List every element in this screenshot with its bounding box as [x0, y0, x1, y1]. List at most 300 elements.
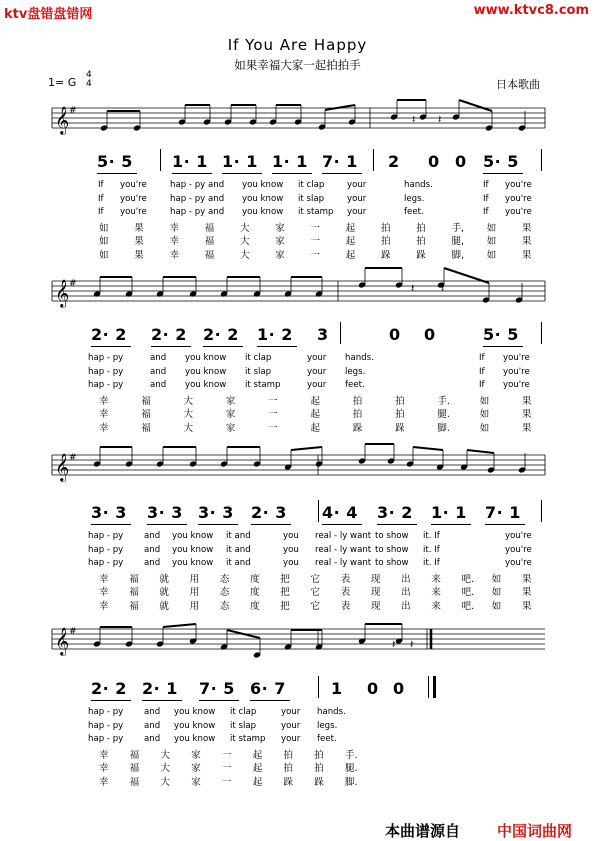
lyric-chinese: 用 [189, 600, 200, 612]
lyric-english: it clap [298, 180, 325, 190]
lyric-english: your [347, 207, 367, 217]
lyric-chinese: 腿. [345, 763, 358, 775]
lyric-english: your [281, 734, 301, 744]
lyric-chinese: 一 [268, 422, 278, 434]
eighth-underline [172, 173, 212, 174]
eighth-underline [322, 173, 362, 174]
lyric-chinese: 拍 [381, 236, 391, 248]
lyric-chinese: 果 [522, 249, 532, 261]
lyric-chinese: 如 [479, 422, 490, 434]
lyric-english: you know [174, 720, 216, 731]
lyric-english: hands. [317, 707, 346, 717]
rest-icon: 𝄽 [411, 282, 415, 295]
jianpu-note: 3· 3 [198, 503, 234, 522]
lyric-chinese: 果 [522, 600, 532, 612]
lyric-english: If [479, 353, 485, 363]
lyric-english: it. If [423, 544, 440, 555]
lyric-chinese: 果 [522, 409, 532, 421]
lyric-chinese: 果 [522, 236, 532, 248]
lyric-chinese: 拍 [395, 396, 405, 407]
lyric-chinese: 果 [522, 396, 532, 407]
lyric-chinese: 就 [159, 587, 169, 599]
lyric-english: and [144, 734, 161, 744]
jianpu-note: 2· 2 [91, 325, 127, 344]
lyric-chinese: 福 [204, 249, 215, 261]
jianpu-note: 2· 3 [251, 503, 287, 522]
lyric-english: legs. [317, 720, 338, 731]
lyric-chinese: 幸 [99, 396, 109, 407]
lyric-chinese: 态 [219, 600, 230, 612]
lyric-chinese: 用 [189, 587, 200, 599]
lyric-chinese: 如 [486, 249, 497, 261]
lyric-chinese: 跺 [283, 776, 294, 788]
lyric-chinese: 度 [250, 587, 260, 599]
lyric-english: If [98, 180, 104, 190]
note-beam [325, 105, 355, 110]
lyric-english: hap - py [88, 734, 124, 744]
lyric-chinese: 一 [222, 776, 232, 788]
lyric-chinese: 它 [310, 587, 321, 599]
lyric-chinese: 表 [340, 587, 351, 599]
lyric-chinese: 幸 [99, 587, 109, 599]
lyric-english: it slap [298, 193, 325, 204]
lyric-chinese: 幸 [169, 236, 180, 248]
treble-clef-icon: 𝄞 [55, 279, 70, 307]
lyric-chinese: 大 [183, 396, 194, 407]
lyric-english: you're [505, 558, 532, 568]
lyric-chinese: 拍 [283, 750, 294, 761]
jianpu-note: 3· 3 [147, 503, 183, 522]
lyric-chinese: 脚. [437, 422, 450, 434]
lyric-chinese: 拍 [395, 409, 405, 421]
lyric-chinese: 起 [310, 422, 321, 434]
jianpu-note: 5· 5 [483, 152, 519, 171]
lyric-english: your [307, 353, 327, 363]
lyric-chinese: 福 [141, 422, 151, 434]
footer-site-name[interactable]: 中国词曲网 [497, 822, 573, 840]
eighth-underline [322, 524, 362, 525]
lyric-chinese: 家 [275, 236, 285, 248]
lyric-english: and [144, 720, 161, 731]
lyric-english: it. If [423, 558, 440, 568]
lyric-chinese: 就 [159, 600, 169, 612]
lyric-chinese: 态 [219, 574, 230, 585]
lyric-chinese: 吧. [461, 600, 475, 612]
eighth-underline [377, 524, 417, 525]
lyric-chinese: 它 [310, 574, 321, 585]
lyric-english: hap - py [88, 558, 124, 568]
lyric-chinese: 手. [345, 750, 358, 761]
treble-clef-icon: 𝄞 [55, 627, 70, 655]
lyric-chinese: 拍 [416, 236, 426, 248]
lyric-chinese: 如 [486, 223, 497, 234]
jianpu-note: 1· 1 [222, 152, 258, 171]
jianpu-note: 0 [424, 325, 436, 344]
lyric-english: and [144, 531, 161, 541]
note-beam [163, 624, 196, 627]
lyric-english: you're [505, 180, 532, 190]
lyric-chinese: 拍 [314, 750, 324, 761]
jianpu-note: 0 [393, 679, 405, 698]
lyric-chinese: 福 [129, 600, 139, 612]
jianpu-note: 5· 5 [97, 152, 133, 171]
lyric-chinese: 家 [191, 776, 201, 788]
lyric-chinese: 家 [225, 396, 236, 407]
lyric-chinese: 拍 [381, 223, 391, 234]
eighth-underline [257, 346, 297, 347]
lyric-english: your [347, 193, 367, 204]
lyric-chinese: 吧. [461, 574, 475, 585]
jianpu-note: 2· 1 [142, 679, 178, 698]
lyric-english: If [483, 207, 489, 217]
lyric-chinese: 它 [310, 600, 321, 612]
jianpu-note: 4· 4 [322, 503, 358, 522]
lyric-english: it stamp [298, 207, 334, 217]
lyric-english: and [144, 544, 161, 555]
lyric-chinese: 福 [129, 776, 140, 788]
lyric-english: hap - py and [170, 180, 225, 190]
lyric-chinese: 幸 [169, 223, 180, 234]
rest-icon: 𝄽 [410, 638, 414, 651]
lyric-english: you know [185, 353, 227, 363]
lyric-english: legs. [345, 366, 366, 377]
lyric-chinese: 福 [141, 409, 151, 421]
lyric-chinese: 度 [250, 600, 260, 612]
lyric-chinese: 大 [183, 409, 194, 421]
eighth-underline [431, 524, 471, 525]
lyric-english: to show [375, 531, 409, 541]
jianpu-note: 6· 7 [250, 679, 286, 698]
lyric-chinese: 起 [252, 750, 263, 761]
jianpu-note: 7· 1 [322, 152, 358, 171]
lyric-chinese: 跺 [395, 422, 405, 434]
sharp-icon: # [69, 453, 77, 463]
lyric-english: your [347, 180, 367, 190]
lyric-english: you're [503, 353, 530, 363]
lyric-chinese: 福 [204, 223, 215, 234]
lyric-chinese: 现 [370, 600, 381, 612]
jianpu-note: 2· 2 [203, 325, 239, 344]
lyric-chinese: 出 [401, 587, 411, 599]
lyric-chinese: 出 [401, 600, 411, 612]
lyric-english: it stamp [245, 380, 281, 390]
lyric-chinese: 一 [310, 249, 321, 261]
lyric-chinese: 果 [522, 422, 532, 434]
lyric-english: it clap [230, 707, 257, 717]
number-barline [541, 500, 542, 522]
number-barline [541, 322, 542, 344]
eighth-underline [97, 173, 137, 174]
lyric-english: you know [172, 544, 214, 555]
lyric-english: you [283, 544, 299, 555]
lyric-chinese: 起 [252, 776, 263, 788]
lyric-chinese: 一 [222, 763, 232, 775]
lyric-chinese: 腿, [451, 236, 465, 248]
eighth-underline [483, 346, 523, 347]
eighth-underline [198, 524, 238, 525]
sharp-icon: # [69, 106, 77, 116]
jianpu-note: 3 [317, 325, 329, 344]
jianpu-note: 7· 1 [485, 503, 521, 522]
lyric-english: it clap [245, 353, 272, 363]
lyric-english: your [281, 707, 301, 717]
lyric-english: and [144, 558, 161, 568]
lyric-english: hap - py [88, 366, 124, 377]
lyric-english: hap - py [88, 544, 124, 555]
eighth-underline [91, 524, 131, 525]
time-sig-top: 4 [86, 70, 92, 80]
lyric-chinese: 来 [431, 600, 441, 612]
lyric-chinese: 大 [240, 223, 250, 234]
lyric-chinese: 幸 [99, 409, 109, 421]
lyric-chinese: 如 [491, 574, 502, 585]
lyric-english: and [144, 707, 161, 717]
lyric-chinese: 起 [310, 396, 321, 407]
sharp-icon: # [69, 627, 77, 637]
rest-icon: 𝄽 [392, 638, 396, 651]
lyric-english: hap - py [88, 353, 124, 363]
lyric-english: hands. [404, 180, 433, 190]
lyric-chinese: 福 [141, 396, 151, 407]
lyric-chinese: 如 [99, 236, 109, 248]
lyric-chinese: 态 [219, 587, 230, 599]
lyric-english: and [150, 366, 167, 377]
lyric-chinese: 如 [99, 223, 109, 234]
lyric-english: hap - py and [170, 193, 225, 204]
lyric-chinese: 如 [491, 587, 502, 599]
lyric-english: hands. [345, 353, 374, 363]
lyric-chinese: 大 [160, 763, 171, 775]
lyric-chinese: 果 [134, 236, 144, 248]
lyric-chinese: 一 [310, 236, 321, 248]
eighth-underline [222, 173, 262, 174]
jianpu-note: 1· 1 [172, 152, 208, 171]
lyric-english: hap - py [88, 707, 124, 717]
lyric-chinese: 如 [99, 249, 109, 261]
lyric-chinese: 果 [134, 223, 144, 234]
lyric-chinese: 福 [204, 236, 215, 248]
eighth-underline [142, 700, 182, 701]
lyric-chinese: 拍 [416, 223, 426, 234]
jianpu-note: 0 [367, 679, 379, 698]
lyric-chinese: 来 [431, 587, 441, 599]
lyric-chinese: 一 [268, 396, 278, 407]
lyric-chinese: 家 [275, 249, 285, 261]
lyric-english: and [150, 353, 167, 363]
lyric-chinese: 果 [522, 587, 532, 599]
lyric-english: it stamp [230, 734, 266, 744]
lyric-english: you're [505, 531, 532, 541]
jianpu-note: 1· 1 [431, 503, 467, 522]
jianpu-note: 2· 2 [151, 325, 187, 344]
lyric-chinese: 起 [345, 223, 356, 234]
lyric-chinese: 用 [189, 574, 200, 585]
lyric-english: If [479, 380, 485, 390]
lyric-chinese: 如 [479, 396, 490, 407]
watermark-left[interactable]: ktv盘错盘错网 [4, 7, 93, 22]
eighth-underline [91, 700, 131, 701]
lyric-english: hap - py [88, 531, 124, 541]
lyric-chinese: 出 [401, 574, 411, 585]
jianpu-note: 3· 2 [377, 503, 413, 522]
lyric-chinese: 拍 [283, 763, 294, 775]
lyric-chinese: 福 [129, 574, 139, 585]
lyric-chinese: 大 [160, 750, 171, 761]
lyric-chinese: 跺 [314, 776, 324, 788]
sharp-icon: # [69, 279, 77, 289]
lyric-chinese: 幸 [99, 750, 109, 761]
lyric-english: feet. [317, 734, 337, 744]
jianpu-note: 7· 5 [199, 679, 235, 698]
lyric-english: you know [185, 366, 227, 377]
jianpu-note: 2 [388, 152, 400, 171]
lyric-chinese: 幸 [99, 776, 109, 788]
lyric-chinese: 拍 [352, 409, 363, 421]
lyric-chinese: 起 [345, 236, 356, 248]
lyric-english: you're [505, 207, 532, 217]
lyric-chinese: 家 [225, 409, 236, 421]
jianpu-note: 0 [455, 152, 467, 171]
lyric-chinese: 腿. [437, 409, 450, 421]
lyric-chinese: 拍 [314, 763, 324, 775]
lyric-chinese: 手. [437, 396, 450, 407]
song-subtitle: 如果幸福大家一起拍拍手 [234, 58, 361, 72]
lyric-english: your [281, 720, 301, 731]
lyric-english: to show [375, 544, 409, 555]
treble-clef-icon: 𝄞 [55, 453, 70, 481]
lyric-chinese: 跺 [352, 422, 363, 434]
lyric-english: you know [174, 734, 216, 744]
number-barline [541, 149, 542, 171]
lyric-english: If [483, 180, 489, 190]
lyric-english: hap - py [88, 380, 124, 390]
lyric-english: real - ly want [315, 544, 372, 555]
lyric-english: you know [174, 707, 216, 717]
lyric-chinese: 果 [134, 249, 144, 261]
song-title: If You Are Happy [227, 36, 368, 54]
lyric-english: real - ly want [315, 531, 372, 541]
note-beam [291, 447, 322, 450]
lyric-chinese: 福 [129, 750, 140, 761]
number-barline [318, 500, 319, 522]
eighth-underline [483, 173, 523, 174]
lyric-english: you know [172, 558, 214, 568]
lyric-english: real - ly want [315, 558, 372, 568]
eighth-underline [272, 173, 312, 174]
note-beam [459, 100, 492, 111]
lyric-chinese: 吧. [461, 587, 475, 599]
lyric-english: your [307, 380, 327, 390]
number-barline [373, 149, 374, 171]
note-beam [467, 450, 494, 453]
lyric-english: to show [375, 558, 409, 568]
eighth-underline [250, 700, 290, 701]
lyric-chinese: 就 [159, 574, 169, 585]
jianpu-note: 2· 2 [91, 679, 127, 698]
lyric-english: legs. [404, 193, 425, 204]
number-barline [340, 322, 341, 344]
lyric-chinese: 脚, [451, 249, 465, 261]
number-barline [160, 149, 161, 171]
lyric-english: you know [172, 531, 214, 541]
lyric-chinese: 大 [240, 236, 250, 248]
lyric-chinese: 福 [129, 763, 140, 775]
lyric-chinese: 幸 [99, 422, 109, 434]
jianpu-note: 1· 2 [257, 325, 293, 344]
lyric-english: you know [185, 380, 227, 390]
lyric-chinese: 家 [191, 763, 201, 775]
note-beam [413, 447, 443, 450]
lyric-english: you know [242, 180, 284, 190]
footer-source-label: 本曲谱源自 [385, 822, 461, 840]
lyric-chinese: 大 [183, 422, 194, 434]
lyric-chinese: 幸 [99, 600, 109, 612]
lyric-english: it slap [230, 720, 257, 731]
eighth-underline [251, 524, 291, 525]
lyric-english: you [283, 558, 299, 568]
eighth-underline [151, 346, 191, 347]
lyric-english: you [283, 531, 299, 541]
lyric-chinese: 起 [310, 409, 321, 421]
jianpu-note: 0 [428, 152, 440, 171]
key-signature: 1= G [48, 76, 77, 89]
lyric-chinese: 一 [222, 750, 232, 761]
lyric-english: your [307, 366, 327, 377]
lyric-chinese: 跺 [416, 249, 426, 261]
lyric-chinese: 果 [522, 574, 532, 585]
lyric-english: you're [505, 193, 532, 204]
lyric-chinese: 果 [522, 223, 532, 234]
lyric-chinese: 脚. [345, 776, 358, 788]
lyric-english: If [479, 366, 485, 377]
lyric-english: it and [226, 544, 251, 555]
lyric-english: If [98, 207, 104, 217]
lyric-english: it and [226, 558, 251, 568]
lyric-english: it. If [423, 531, 440, 541]
lyric-chinese: 起 [345, 249, 356, 261]
lyric-english: you're [120, 180, 147, 190]
lyric-chinese: 幸 [99, 763, 109, 775]
lyric-english: hap - py [88, 720, 124, 731]
lyric-chinese: 起 [252, 763, 263, 775]
eighth-underline [199, 700, 239, 701]
lyric-chinese: 把 [280, 574, 290, 585]
lyric-chinese: 手, [451, 223, 465, 234]
lyric-english: you know [242, 207, 284, 217]
lyric-chinese: 福 [129, 587, 139, 599]
lyric-english: you're [503, 380, 530, 390]
rest-icon: 𝄽 [412, 113, 416, 126]
rest-icon: 𝄽 [441, 282, 445, 295]
lyric-english: and [150, 380, 167, 390]
lyric-chinese: 跺 [381, 249, 391, 261]
jianpu-note: 0 [389, 325, 401, 344]
lyric-english: feet. [345, 380, 365, 390]
lyric-chinese: 如 [479, 409, 490, 421]
treble-clef-icon: 𝄞 [55, 106, 70, 134]
lyric-chinese: 把 [280, 600, 290, 612]
lyric-chinese: 大 [160, 776, 171, 788]
eighth-underline [203, 346, 243, 347]
lyric-chinese: 一 [310, 223, 321, 234]
lyric-chinese: 一 [268, 409, 278, 421]
lyric-chinese: 来 [431, 574, 441, 585]
rest-icon: 𝄽 [438, 113, 442, 126]
watermark-right[interactable]: www.ktvc8.com [473, 3, 589, 18]
lyric-chinese: 现 [370, 574, 381, 585]
eighth-underline [485, 524, 525, 525]
song-origin: 日本歌曲 [496, 78, 540, 91]
